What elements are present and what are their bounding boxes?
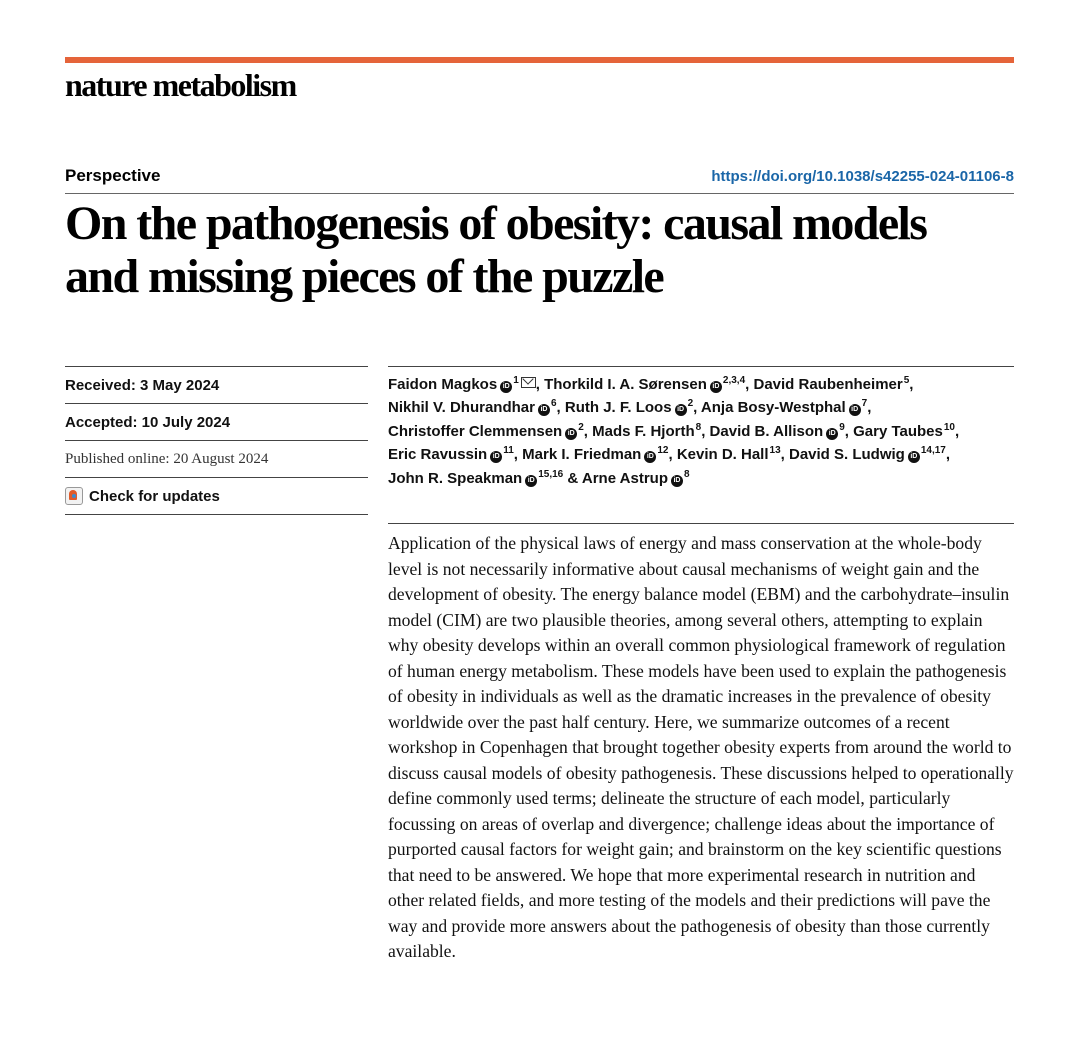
affiliation-marker: 10: [943, 421, 955, 433]
author-item[interactable]: [710, 423, 845, 440]
email-icon[interactable]: [521, 377, 536, 388]
abstract: Application of the physical laws of energy and mass conservation at the whole-body level is not necessarily informative about causal mechanisms of weight gain and the development of obesity. The energy balance model (EBM) and the carbohydrate–insulin model (CIM) are two plausible theories, among several others, attempting to explain why obesity develops within an overall common physiological framework of regulation of human energy metabolism. These models have been used to explain the pathogenesis of obesity in individuals as well as the dramatic increases in the prevalence of obesity worldwide over the past half century. Here, we summarize outcomes of a recent workshop in Copenhagen that brought together obesity experts from around the world to discuss causal models of obesity pathogenesis. These discussions helped to operationally define commonly used terms; delineate the structure of each model, particularly focussing on areas of overlap and divergence; challenge ideas about the importance of purported causal factors for weight gain; and brainstorm on the key scientific questions that need to be answered. We hope that more experimental research in nutrition and other related fields, and more testing of the models and their predictions will pave the way and provide more answers about the pathogenesis of obesity than those currently available.: [388, 533, 1014, 961]
author-item[interactable]: [582, 470, 690, 487]
accepted-date: Accepted: 10 July 2024: [65, 403, 368, 440]
author-name[interactable]: Thorkild I. A. Sørensen: [544, 376, 707, 393]
received-date: Received: 3 May 2024: [65, 366, 368, 403]
author-item[interactable]: [789, 446, 946, 463]
orcid-icon[interactable]: [908, 451, 920, 463]
orcid-icon[interactable]: [849, 404, 861, 416]
author-item[interactable]: [701, 399, 867, 416]
author-name[interactable]: Faidon Magkos: [388, 376, 498, 393]
affiliation-marker: 15,16: [538, 468, 564, 480]
author-item[interactable]: [754, 376, 910, 393]
article-type: Perspective: [65, 166, 161, 185]
orcid-icon[interactable]: [490, 451, 502, 463]
affiliation-marker: 12: [657, 445, 669, 457]
orcid-icon[interactable]: [710, 381, 722, 393]
affiliation-marker: 14,17: [920, 445, 946, 457]
author-item[interactable]: [522, 446, 668, 463]
crossmark-icon: [65, 487, 83, 505]
author-item[interactable]: [565, 399, 693, 416]
article-title: On the pathogenesis of obesity: causal models and missing pieces of the puzzle: [65, 197, 927, 303]
affiliation-marker: 7: [861, 398, 868, 410]
author-name[interactable]: Mads F. Hjorth: [592, 422, 695, 440]
journal-name[interactable]: nature metabolism: [65, 67, 296, 103]
check-for-updates-button[interactable]: [65, 477, 368, 514]
author-name[interactable]: Eric Ravussin: [388, 446, 488, 464]
affiliation-marker: 8: [695, 421, 702, 433]
affiliation-marker: 9: [839, 421, 845, 433]
author-name[interactable]: Nikhil V. Dhurandhar: [388, 399, 535, 417]
author-item[interactable]: [853, 423, 955, 440]
author-name[interactable]: David B. Allison: [709, 422, 824, 440]
author-list: Faidon MagkosiD $^1$ , Thorkild I. A. SørenseniD $^{2,3,4}$, David Raubenheimer$^5$, Nikhil V. DhurandhariD $^6$, Ruth J. F. LoosiD $^2$, Anja Bosy-WestphaliD $^7$, Christoffer ClemmenseniD $^2$, Mads F. Hjorth$^8$, David B. AllisoniD $^9$, Gary Taubes$^{10}$, Eric RavussiniD $^{11}$, Mark I. FriedmaniD $^{12}$, Kevin D. Hall$^{13}$, David S. LudwigiD $^{14,17}$, John R. SpeakmaniD $^{15,16}$ & Arne AstrupiD $^8$: [388, 373, 1014, 490]
author-item[interactable]: [388, 423, 584, 440]
author-item[interactable]: [592, 423, 701, 440]
affiliation-marker: 2: [687, 398, 694, 410]
author-name[interactable]: Kevin D. Hall: [676, 446, 769, 464]
affiliation-marker: 8: [683, 468, 690, 480]
orcid-icon[interactable]: [644, 451, 656, 463]
author-item[interactable]: [388, 446, 514, 463]
abstract-divider: [388, 523, 1014, 524]
journal-accent-rule: [65, 57, 1014, 63]
orcid-icon[interactable]: [671, 475, 683, 487]
author-item[interactable]: [544, 376, 745, 393]
affiliation-marker: 6: [550, 398, 557, 410]
author-item[interactable]: [677, 446, 781, 463]
affiliation-marker: 11: [503, 445, 514, 457]
orcid-icon[interactable]: [675, 404, 687, 416]
affiliation-marker: 13: [769, 445, 781, 457]
orcid-icon[interactable]: [500, 381, 512, 393]
orcid-icon[interactable]: [525, 475, 537, 487]
orcid-icon[interactable]: [826, 428, 838, 440]
author-name[interactable]: Ruth J. F. Loos: [564, 399, 672, 417]
author-name[interactable]: Mark I. Friedman: [522, 446, 642, 464]
affiliation-marker: 2: [578, 421, 584, 433]
published-date: Published online: 20 August 2024: [65, 440, 368, 477]
affiliation-marker: 2,3,4: [722, 375, 746, 386]
orcid-icon[interactable]: [565, 428, 577, 440]
header-divider: [65, 193, 1014, 194]
author-item[interactable]: [388, 399, 557, 416]
article-history: [65, 366, 368, 516]
author-name[interactable]: Arne Astrup: [581, 469, 668, 487]
author-name[interactable]: Christoffer Clemmensen: [388, 422, 563, 440]
author-name[interactable]: Anja Bosy-Westphal: [700, 399, 846, 417]
history-divider: [65, 514, 368, 516]
author-item[interactable]: [388, 376, 536, 393]
orcid-icon[interactable]: [538, 404, 550, 416]
check-for-updates-label: Check for updates: [89, 487, 220, 505]
affiliation-marker: 1: [513, 375, 519, 386]
author-item[interactable]: [388, 470, 563, 487]
affiliation-marker: 5: [903, 375, 910, 386]
doi-link[interactable]: https://doi.org/10.1038/s42255-024-01106-8: [711, 168, 1014, 185]
authors-divider: [388, 366, 1014, 367]
author-name[interactable]: John R. Speakman: [388, 469, 523, 487]
author-name[interactable]: David Raubenheimer: [753, 376, 903, 393]
author-name[interactable]: Gary Taubes: [853, 422, 943, 440]
author-name[interactable]: David S. Ludwig: [788, 446, 905, 464]
